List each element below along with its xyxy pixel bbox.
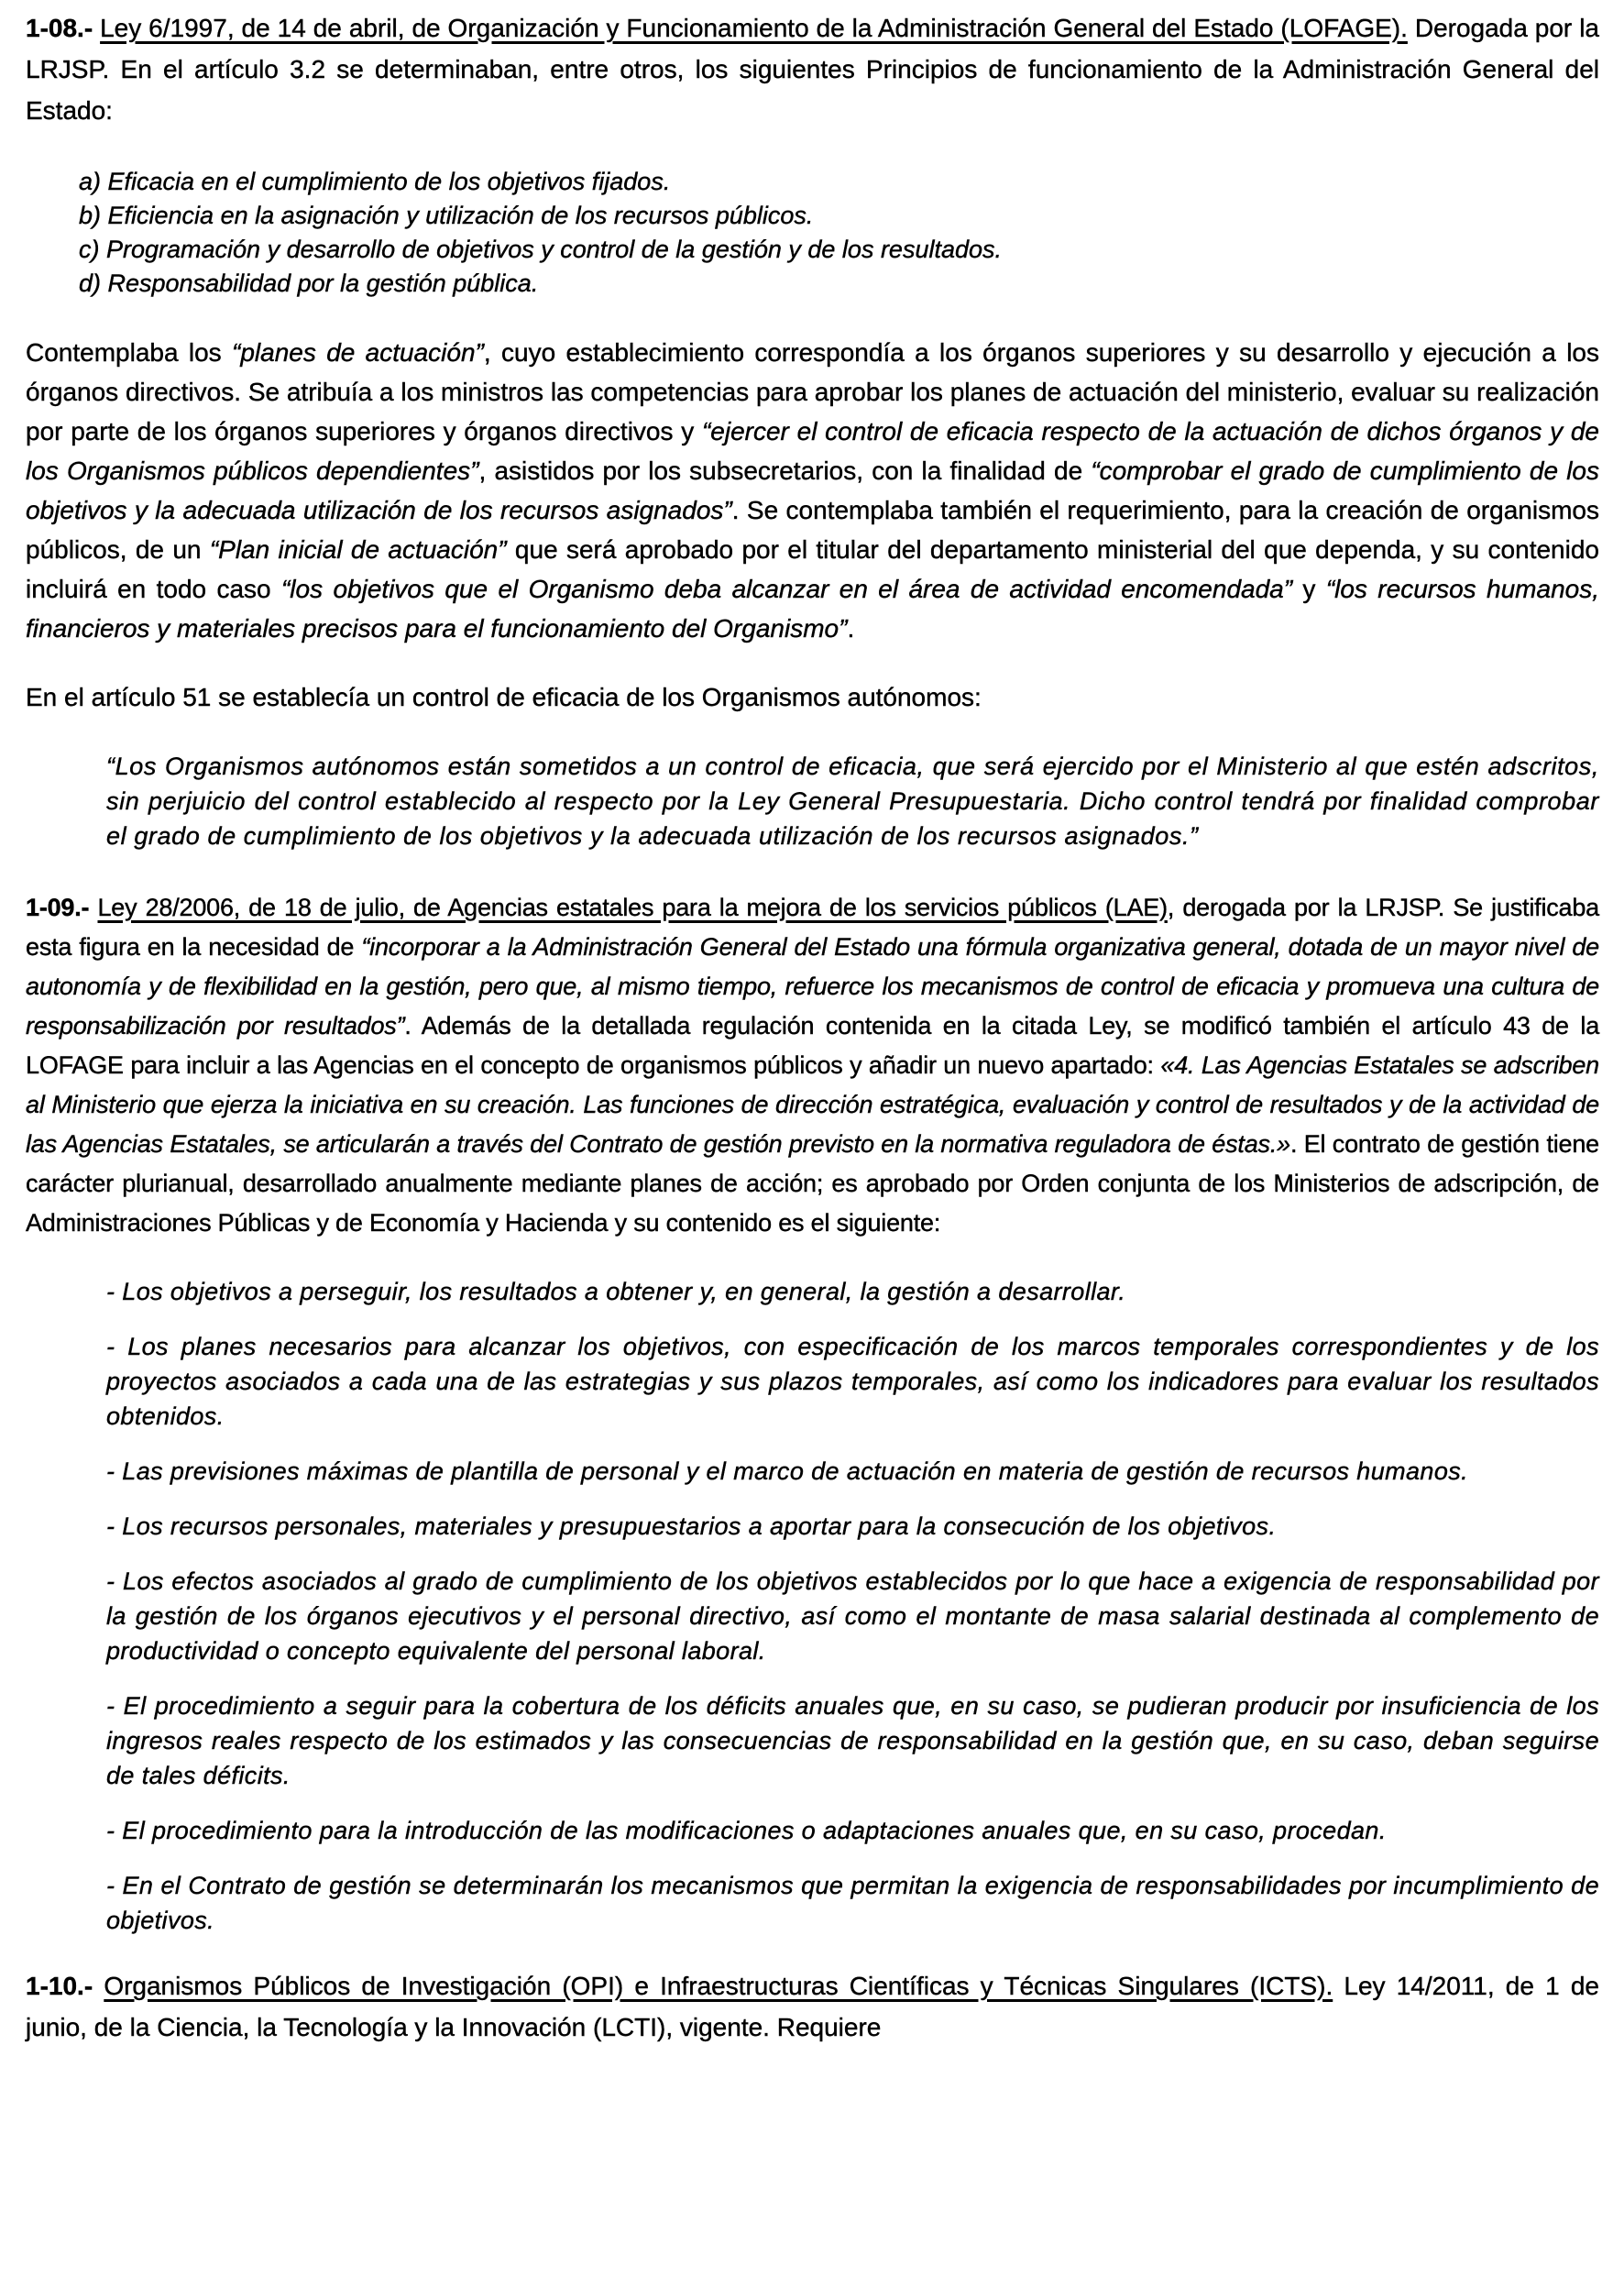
contract-item-efectos: - Los efectos asociados al grado de cumplimiento de los objetivos establecidos por lo que hace a exigencia de responsabilidad por la gestión de los órganos ejecutivos y el personal directivo, así como el montante de masa salarial destinada al complemento de productividad o concepto equivalente del personal laboral.: [106, 1567, 1599, 1665]
text-run: , cuyo establecimiento correspondía a los órganos superiores y su desarrollo y ejecución a los órganos directivos. Se atribuía a los ministros las competencias para aprobar los planes de actuación del ministerio, evaluar su realización por parte de los órganos superiores y órganos directivos y: [26, 338, 1599, 445]
section-1-08-paragraph: [26, 7, 1599, 131]
law-lae-title: Ley 28/2006, de 18 de julio, de Agencias estatales para la mejora de los servicios públicos (LAE): [97, 894, 1168, 921]
section-1-08-number: 1-08.-: [26, 14, 101, 42]
contract-item-objetivos: - Los objetivos a perseguir, los resultados a obtener y, en general, la gestión a desarrollar.: [106, 1278, 1126, 1305]
section-1-09-number: 1-09.-: [26, 894, 98, 921]
section-1-10-text: Ley 14/2011, de 1 de junio, de la Ciencia, la Tecnología y la Innovación (LCTI), vigente. Requiere: [26, 1972, 1599, 2041]
quote-run: “los recursos humanos, financieros y materiales precisos para el funcionamiento del Organismo”: [26, 575, 1600, 643]
contract-item-responsabilidades: - En el Contrato de gestión se determinarán los mecanismos que permitan la exigencia de responsabilidades por incumplimiento de objetivos.: [106, 1872, 1599, 1934]
quote-run: “planes de actuación”: [232, 338, 484, 367]
section-1-10-paragraph: [26, 1965, 1599, 2048]
principle-item-a: a) Eficacia en el cumplimiento de los objetivos fijados.: [79, 168, 671, 195]
quote-run: “incorporar a la Administración General del Estado una fórmula organizativa general, dotada de un mayor nivel de autonomía y de flexibilidad en la gestión, pero que, al mismo tiempo, refuerce los mecanismos de control de eficacia y promueva una cultura de responsabilización por resultados”: [26, 933, 1600, 1039]
section-1-09-paragraph: [26, 888, 1599, 1243]
quote-run: «4. Las Agencias Estatales se adscriben al Ministerio que ejerza la iniciativa en su creación. Las funciones de dirección estratégica, evaluación y control de resultados y de la actividad de las Agencias Estatales, se articularán a través del Contrato de gestión previsto en la normativa reguladora de éstas.»: [26, 1051, 1600, 1158]
text-run: . El contrato de gestión tiene carácter plurianual, desarrollado anualmente mediante planes de acción; es aprobado por Orden conjunta de los Ministerios de adscripción, de Administraciones Públicas y de Economía y Hacienda y su contenido es el siguiente:: [26, 1130, 1599, 1237]
planes-actuacion-paragraph: [26, 333, 1599, 648]
contract-item-planes: - Los planes necesarios para alcanzar los objetivos, con especificación de los marcos temporales correspondientes y de los proyectos asociados a cada una de las estrategias y sus plazos temporales, así como los indicadores para evaluar los resultados obtenidos.: [106, 1333, 1599, 1430]
text-run: Contemplaba los: [26, 338, 233, 367]
articulo-51-intro: En el artículo 51 se establecía un control de eficacia de los Organismos autónomos:: [26, 683, 982, 711]
text-run: , asistidos por los subsecretarios, con la finalidad de: [478, 456, 1092, 485]
quote-run: “Plan inicial de actuación”: [209, 535, 507, 564]
articulo-51-blockquote: “Los Organismos autónomos están sometidos a un control de eficacia, que será ejercido por el Ministerio al que estén adscritos, sin perjuicio del control establecido al respecto por la Ley General Presupuestaria. Dicho control tendrá por finalidad comprobar el grado de cumplimiento de los objetivos y la adecuada utilización de los recursos asignados.”: [106, 753, 1599, 850]
section-1-08-text: Derogada por la LRJSP. En el artículo 3.2 se determinaban, entre otros, los siguientes Principios de funcionamiento de la Administración General del Estado:: [26, 14, 1599, 125]
text-run: , derogada por la LRJSP. Se justificaba esta figura en la necesidad de: [26, 894, 1599, 961]
text-run: . Se contemplaba también el requerimiento, para la creación de organismos públicos, de un: [26, 496, 1600, 564]
contract-item-previsiones: - Las previsiones máximas de plantilla de personal y el marco de actuación en materia de gestión de recursos humanos.: [106, 1457, 1469, 1485]
principles-list: [26, 165, 1599, 301]
quote-run: “comprobar el grado de cumplimiento de los objetivos y la adecuada utilización de los recursos asignados”: [26, 456, 1599, 524]
text-run: . Además de la detallada regulación contenida en la citada Ley, se modificó también el artículo 43 de la LOFAGE para incluir a las Agencias en el concepto de organismos públicos y añadir un nuevo apartado:: [26, 1012, 1600, 1079]
principle-item-b: b) Eficiencia en la asignación y utilización de los recursos públicos.: [79, 202, 814, 229]
text-run: y: [1292, 575, 1326, 603]
quote-run: “ejercer el control de eficacia respecto de la actuación de dichos órganos y de los Organismos públicos dependientes”: [26, 417, 1599, 485]
text-run: que será aprobado por el titular del departamento ministerial del que dependa, y su contenido incluirá en todo caso: [26, 535, 1599, 603]
quote-run: “los objetivos que el Organismo deba alcanzar en el área de actividad encomendada”: [280, 575, 1293, 603]
principle-item-d: d) Responsabilidad por la gestión pública.: [79, 269, 539, 297]
principle-item-c: c) Programación y desarrollo de objetivos y control de la gestión y de los resultados.: [79, 236, 1003, 263]
contract-item-procedimiento-modificaciones: - El procedimiento para la introducción de las modificaciones o adaptaciones anuales que, en su caso, procedan.: [106, 1817, 1387, 1844]
opi-icts-title: Organismos Públicos de Investigación (OPI) e Infraestructuras Científicas y Técnicas Singulares (ICTS).: [104, 1972, 1333, 2000]
contract-item-recursos: - Los recursos personales, materiales y presupuestarios a aportar para la consecución de los objetivos.: [106, 1512, 1277, 1540]
contrato-gestion-list: [26, 1274, 1599, 1938]
section-1-10-number: 1-10.-: [26, 1972, 104, 2000]
text-run: .: [847, 614, 855, 643]
law-lofage-title: Ley 6/1997, de 14 de abril, de Organización y Funcionamiento de la Administración General del Estado (LOFAGE).: [100, 14, 1408, 42]
contract-item-procedimiento-deficits: - El procedimiento a seguir para la cobertura de los déficits anuales que, en su caso, se pudieran producir por insuficiencia de los ingresos reales respecto de los estimados y las consecuencias de responsabilidad en la gestión que, en su caso, deban seguirse de tales déficits.: [106, 1692, 1599, 1789]
